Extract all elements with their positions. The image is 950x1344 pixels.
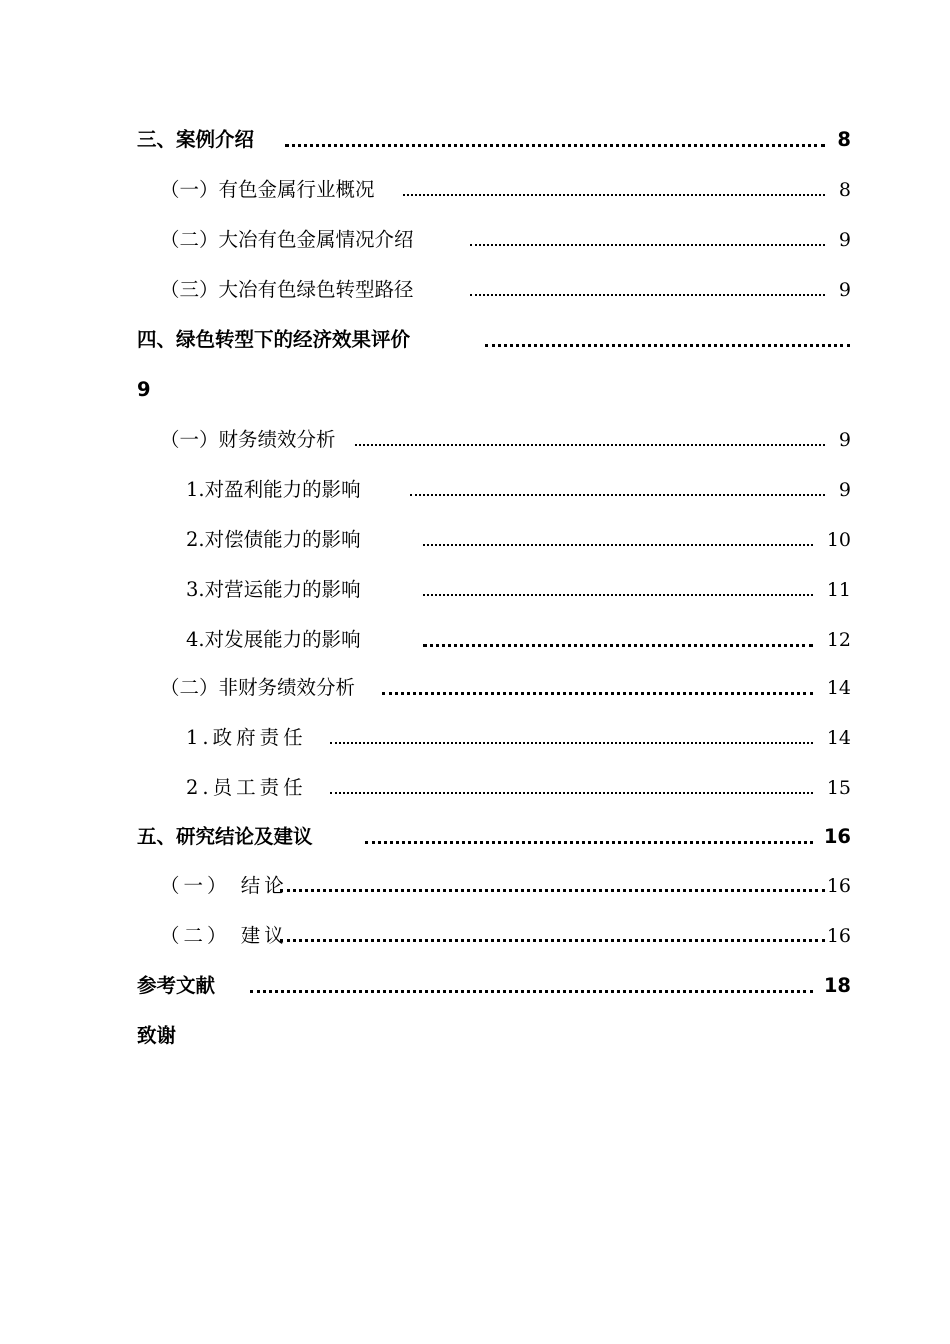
toc-entry-title: （一） 结论 bbox=[160, 874, 288, 897]
toc-entry-title: （一）有色金属行业概况 bbox=[160, 178, 375, 201]
toc-entry-economic-evaluation-page[interactable] bbox=[0, 374, 950, 406]
toc-entry-operating[interactable] bbox=[0, 574, 950, 606]
toc-entry-page: 11 bbox=[826, 579, 851, 601]
toc-entry-page: 14 bbox=[826, 727, 851, 749]
toc-leader-dots bbox=[280, 889, 825, 892]
toc-entry-page: 9 bbox=[838, 479, 851, 501]
toc-entry-daye-intro[interactable] bbox=[0, 224, 950, 256]
toc-entry-page: 15 bbox=[826, 777, 851, 799]
toc-entry-title: 2.对偿债能力的影响 bbox=[186, 528, 361, 551]
toc-leader-dots bbox=[485, 344, 850, 347]
toc-leader-dots bbox=[355, 444, 825, 446]
toc-entry-conclusions[interactable] bbox=[0, 870, 950, 902]
toc-entry-title: 1.政府责任 bbox=[186, 726, 307, 749]
toc-entry-nonfinancial-performance[interactable] bbox=[0, 672, 950, 704]
toc-entry-page: 16 bbox=[823, 825, 851, 848]
toc-leader-dots bbox=[382, 692, 813, 695]
toc-entry-page: 8 bbox=[838, 179, 851, 201]
toc-entry-page: 16 bbox=[826, 875, 851, 897]
toc-leader-dots bbox=[403, 194, 825, 196]
toc-entry-page: 9 bbox=[838, 279, 851, 301]
toc-entry-title: 致谢 bbox=[137, 1024, 177, 1047]
toc-entry-industry-overview[interactable] bbox=[0, 174, 950, 206]
toc-entry-suggestions[interactable] bbox=[0, 920, 950, 952]
toc-leader-dots bbox=[285, 144, 825, 147]
toc-leader-dots bbox=[423, 544, 813, 546]
toc-entry-title: （一）财务绩效分析 bbox=[160, 428, 336, 451]
toc-entry-title: 4.对发展能力的影响 bbox=[186, 628, 361, 651]
toc-entry-title: 三、案例介绍 bbox=[137, 128, 255, 151]
toc-entry-title: 参考文献 bbox=[137, 974, 216, 997]
toc-entry-page: 9 bbox=[838, 429, 851, 451]
toc-entry-title: （二）大冶有色金属情况介绍 bbox=[160, 228, 414, 251]
toc-entry-title: （三）大冶有色绿色转型路径 bbox=[160, 278, 414, 301]
toc-entry-green-path[interactable] bbox=[0, 274, 950, 306]
toc-entry-title: 3.对营运能力的影响 bbox=[186, 578, 361, 601]
toc-leader-dots bbox=[330, 792, 813, 794]
toc-entry-title: （二） 建议 bbox=[160, 924, 288, 947]
toc-entry-financial-performance[interactable] bbox=[0, 424, 950, 456]
toc-leader-dots bbox=[250, 990, 813, 993]
toc-entry-government-responsibility[interactable] bbox=[0, 722, 950, 754]
toc-leader-dots bbox=[410, 494, 825, 496]
toc-entry-title: 五、研究结论及建议 bbox=[137, 825, 313, 848]
toc-entry-development[interactable] bbox=[0, 624, 950, 656]
toc-entry-page: 9 bbox=[838, 229, 851, 251]
toc-entry-case-intro[interactable] bbox=[0, 124, 950, 156]
toc-entry-solvency[interactable] bbox=[0, 524, 950, 556]
toc-entry-page: 12 bbox=[826, 629, 851, 651]
toc-entry-title: 四、绿色转型下的经济效果评价 bbox=[137, 328, 411, 351]
toc-leader-dots bbox=[423, 594, 813, 596]
toc-entry-title: 1.对盈利能力的影响 bbox=[186, 478, 361, 501]
toc-entry-conclusions-suggestions[interactable] bbox=[0, 821, 950, 853]
toc-leader-dots bbox=[470, 294, 825, 296]
toc-entry-economic-evaluation[interactable] bbox=[0, 324, 950, 356]
toc-leader-dots bbox=[470, 244, 825, 246]
toc-leader-dots bbox=[423, 644, 813, 647]
toc-entry-references[interactable] bbox=[0, 970, 950, 1002]
toc-entry-page: 18 bbox=[823, 974, 851, 997]
toc-entry-page: 16 bbox=[826, 925, 851, 947]
toc-leader-dots bbox=[365, 841, 813, 844]
toc-entry-profitability[interactable] bbox=[0, 474, 950, 506]
toc-entry-title: （二）非财务绩效分析 bbox=[160, 676, 356, 699]
toc-entry-acknowledgements[interactable] bbox=[0, 1020, 950, 1052]
toc-leader-dots bbox=[330, 742, 813, 744]
toc-entry-employee-responsibility[interactable] bbox=[0, 772, 950, 804]
toc-entry-title: 2.员工责任 bbox=[186, 776, 307, 799]
toc-entry-page: 8 bbox=[837, 128, 851, 151]
toc-entry-page: 10 bbox=[826, 529, 851, 551]
toc-leader-dots bbox=[280, 939, 825, 942]
toc-entry-page: 14 bbox=[826, 677, 851, 699]
toc-entry-page: 9 bbox=[137, 378, 151, 401]
